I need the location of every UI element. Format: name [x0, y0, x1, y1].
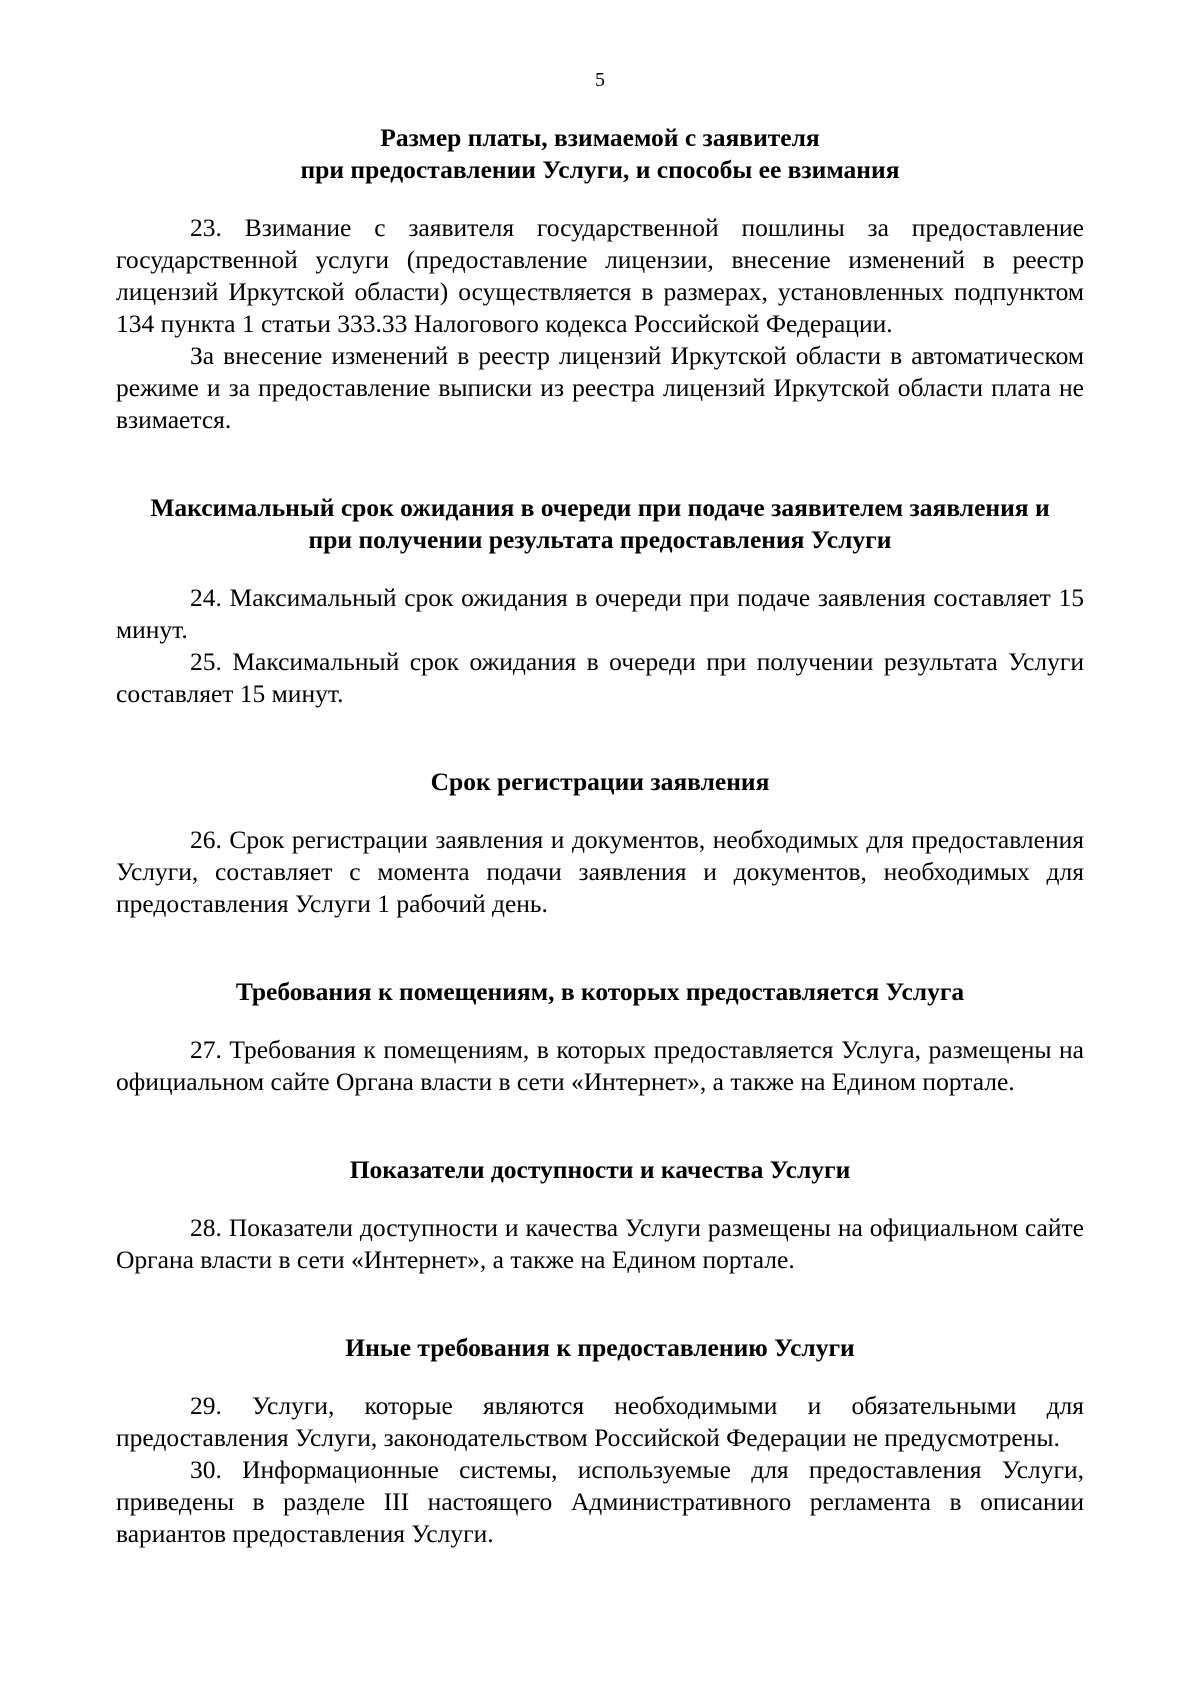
section-registration-time	[116, 766, 1084, 920]
paragraph-fee-exemption: За внесение изменений в реестр лицензий Иркутской области в автоматическом режиме и за предоставление выписки из реестра лицензий Иркутской области плата не взимается.	[116, 341, 1084, 434]
paragraph-29: 29. Услуги, которые являются необходимыми и обязательными для предоставления Услуги, законодательством Российской Федерации не предусмотрены.	[116, 1391, 1084, 1452]
page-number: 5	[595, 69, 605, 91]
section-quality-indicators	[116, 1154, 1084, 1276]
paragraph-30: 30. Информационные системы, используемые для предоставления Услуги, приведены в разделе III настоящего Административного регламента в описании вариантов предоставления Услуги.	[116, 1455, 1084, 1548]
section-heading-line: Размер платы, взимаемой с заявителя	[380, 123, 820, 152]
section-heading-line: Иные требования к предоставлению Услуги	[345, 1333, 855, 1362]
paragraph-28: 28. Показатели доступности и качества Услуги размещены на официальном сайте Органа власти в сети «Интернет», а также на Едином портале.	[116, 1213, 1084, 1274]
paragraph-26: 26. Срок регистрации заявления и документов, необходимых для предоставления Услуги, составляет с момента подачи заявления и документов, необходимых для предоставления Услуги 1 рабочий день.	[116, 825, 1084, 918]
document-body	[116, 122, 1084, 1550]
section-premises	[116, 976, 1084, 1098]
paragraph-25: 25. Максимальный срок ожидания в очереди при получении результата Услуги составляет 15 минут.	[116, 647, 1084, 708]
section-queue-time	[116, 492, 1084, 710]
section-heading-line: Показатели доступности и качества Услуги	[349, 1155, 851, 1184]
paragraph-24: 24. Максимальный срок ожидания в очереди при подаче заявления составляет 15 минут.	[116, 583, 1084, 644]
paragraph-23: 23. Взимание с заявителя государственной пошлины за предоставление государственной услуги (предоставление лицензии, внесение изменений в реестр лицензий Иркутской области) осуществляется в размерах, установленных подпунктом 134 пункта 1 статьи 333.33 Налогового кодекса Российской Федерации.	[116, 213, 1084, 338]
section-fee	[116, 122, 1084, 436]
section-other-requirements	[116, 1332, 1084, 1550]
section-heading-line: Срок регистрации заявления	[430, 767, 770, 796]
section-heading-line: при предоставлении Услуги, и способы ее взимания	[300, 155, 900, 184]
section-heading-line: при получении результата предоставления Услуги	[308, 525, 892, 554]
paragraph-27: 27. Требования к помещениям, в которых предоставляется Услуга, размещены на официальном сайте Органа власти в сети «Интернет», а также на Едином портале.	[116, 1035, 1084, 1096]
section-heading-line: Максимальный срок ожидания в очереди при подаче заявителем заявления и	[150, 493, 1050, 522]
section-heading-line: Требования к помещениям, в которых предоставляется Услуга	[235, 977, 965, 1006]
